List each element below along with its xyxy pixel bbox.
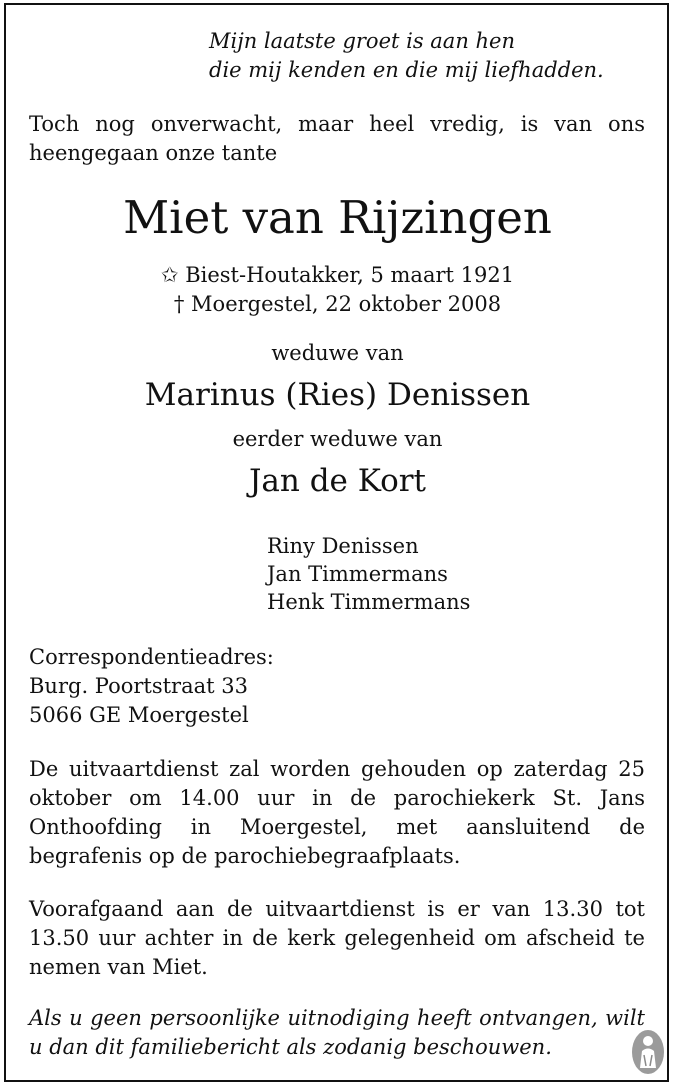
address-line: 5066 GE Moergestel — [29, 703, 249, 727]
poem-line: Mijn laatste groet is aan hen — [209, 29, 515, 53]
address-line: Burg. Poortstraat 33 — [29, 674, 248, 698]
farewell-text: Voorafgaand aan de uitvaartdienst is er van 13.30 tot 13.50 uur achter in de kerk gelegenheid om afscheid te nemen van Miet. — [29, 897, 645, 979]
correspondence-address — [29, 643, 274, 730]
deceased-name: Miet van Rijzingen — [123, 191, 552, 244]
address-line: Correspondentieadres: — [29, 645, 274, 669]
earlier-widow-label: eerder weduwe van — [232, 427, 443, 451]
family-list — [267, 532, 470, 616]
family-member: Henk Timmermans — [267, 590, 471, 614]
death-line: † Moergestel, 22 oktober 2008 — [173, 292, 502, 316]
memorial-seal-icon — [631, 1028, 665, 1076]
intro-text: Toch nog onverwacht, maar heel vredig, is van ons heengegaan onze tante — [29, 112, 645, 165]
family-member: Jan Timmermans — [267, 562, 448, 586]
birth-line: ✩ Biest-Houtakker, 5 maart 1921 — [160, 263, 515, 287]
service-text: De uitvaartdienst zal worden gehouden op zaterdag 25 oktober om 14.00 uur in de parochiekerk St. Jans Onthoofding in Moergestel, met aansluitend de begrafenis op de parochiebegraafplaats. — [29, 757, 645, 868]
family-member: Riny Denissen — [267, 534, 419, 558]
closing-text: Als u geen persoonlijke uitnodiging heeft ontvangen, wilt u dan dit familiebericht als zodanig beschouwen. — [29, 1006, 645, 1059]
earlier-spouse-name: Jan de Kort — [248, 463, 427, 499]
widow-label: weduwe van — [271, 341, 404, 365]
life-dates — [0, 261, 675, 319]
poem-line: die mij kenden en die mij liefhadden. — [209, 58, 604, 82]
spouse-name: Marinus (Ries) Denissen — [144, 377, 531, 413]
opening-poem — [209, 27, 604, 85]
